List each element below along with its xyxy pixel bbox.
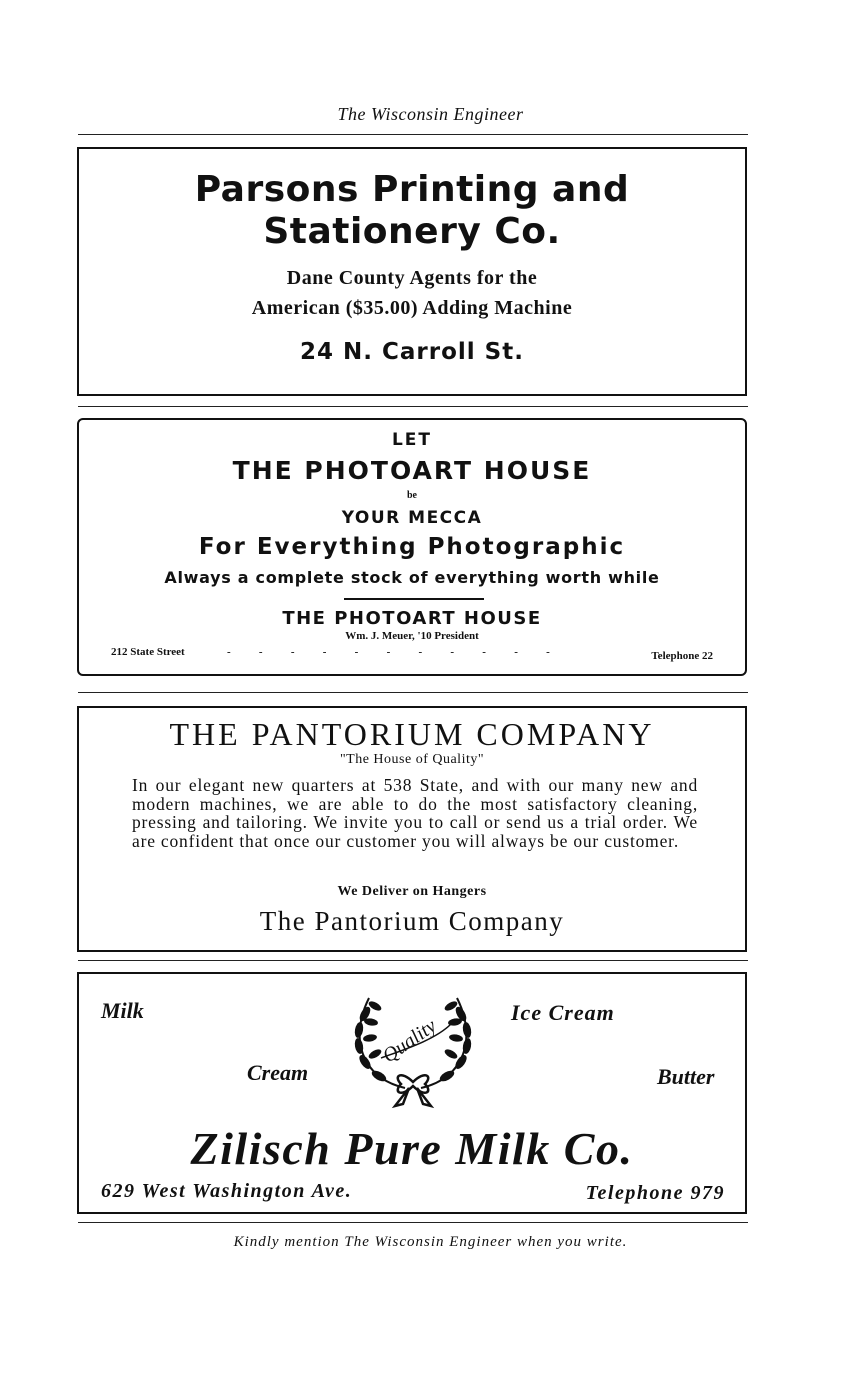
photoart-president: Wm. J. Meuer, '10 President bbox=[345, 630, 479, 642]
pantorium-ad bbox=[77, 706, 747, 952]
photoart-be: be bbox=[407, 490, 417, 501]
photoart-everything: For Everything Photographic bbox=[198, 534, 626, 560]
parsons-title bbox=[79, 169, 745, 253]
zilisch-address: 629 West Washington Ave. bbox=[101, 1180, 353, 1202]
parsons-adding-machine: American ($35.00) Adding Machine bbox=[251, 297, 573, 319]
photoart-ad bbox=[77, 418, 747, 676]
zilisch-ad bbox=[77, 972, 747, 1214]
zilisch-cream: Cream bbox=[247, 1060, 309, 1085]
footer-rule bbox=[78, 1222, 748, 1223]
photoart-name: THE PHOTOART HOUSE bbox=[282, 608, 542, 629]
zilisch-milk: Milk bbox=[101, 998, 144, 1023]
parsons-ad bbox=[77, 147, 747, 396]
photoart-mecca: YOUR MECCA bbox=[341, 508, 483, 528]
parsons-title-line2: Stationery Co. bbox=[263, 211, 561, 252]
quality-wreath-logo bbox=[343, 980, 483, 1110]
photoart-let: LET bbox=[391, 430, 433, 450]
page-footer: Kindly mention The Wisconsin Engineer when you write. bbox=[233, 1234, 628, 1250]
photoart-divider bbox=[344, 598, 484, 600]
photoart-house-heading: THE PHOTOART HOUSE bbox=[232, 456, 592, 485]
photoart-leaders: - - - - - - - - - - - bbox=[227, 646, 555, 658]
header-rule bbox=[78, 134, 748, 135]
parsons-address: 24 N. Carroll St. bbox=[300, 339, 524, 365]
zilisch-butter: Butter bbox=[657, 1064, 715, 1089]
zilisch-ice-cream: Ice Cream bbox=[511, 1000, 615, 1025]
pantorium-body: In our elegant new quarters at 538 State, and with our many new and modern machines, we are able to do the most satisfactory cleaning, pressing and tailoring. We invite you to call or send us a trial order. We are confident that once our customer you will always be our customer. bbox=[132, 775, 698, 851]
pantorium-signature: The Pantorium Company bbox=[259, 906, 565, 936]
pantorium-title: THE PANTORIUM COMPANY bbox=[169, 716, 655, 752]
pantorium-deliver: We Deliver on Hangers bbox=[337, 884, 487, 899]
parsons-title-line1: Parsons Printing and bbox=[194, 169, 630, 210]
divider-rule bbox=[78, 692, 748, 693]
zilisch-telephone: Telephone 979 bbox=[585, 1182, 725, 1204]
photoart-telephone: Telephone 22 bbox=[651, 650, 713, 662]
divider-rule bbox=[78, 406, 748, 407]
zilisch-name: Zilisch Pure Milk Co. bbox=[190, 1123, 634, 1174]
parsons-agents: Dane County Agents for the bbox=[286, 267, 538, 289]
photoart-street: 212 State Street bbox=[111, 646, 185, 658]
divider-rule bbox=[78, 960, 748, 961]
photoart-stock: Always a complete stock of everything worth while bbox=[164, 568, 660, 587]
pantorium-tagline: "The House of Quality" bbox=[339, 752, 485, 767]
running-head: The Wisconsin Engineer bbox=[337, 104, 524, 124]
quality-script-text: Quality bbox=[378, 1014, 441, 1068]
